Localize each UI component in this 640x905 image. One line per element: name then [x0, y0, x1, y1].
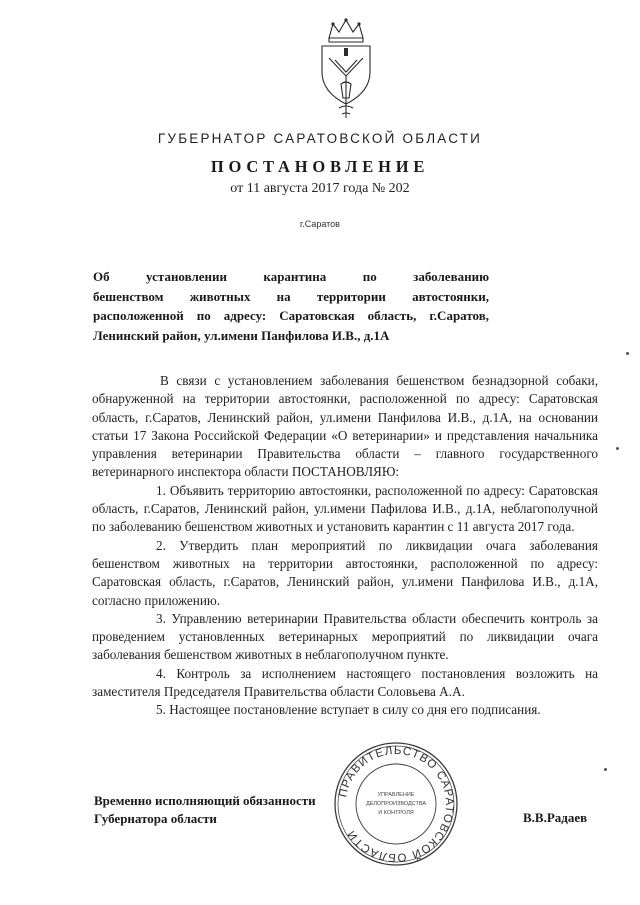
body-intro-paragraph: В связи с установлением заболевания бешенством безнадзорной собаки, обнаруженной на территории автостоянки, расположенной по адресу: Саратовская область, г.Саратов, Ленинский район, ул.имени Панфилова И.В., д.1А, на основании статьи 17 Закона Российской Федерации «О ветеринарии» и представления начальника управления ветеринарии Правительства области – главного государственного ветеринарного инспектора области ПОСТАНОВЛЯЮ: [92, 373, 598, 480]
stamp-inner-line: УПРАВЛЕНИЕ [377, 792, 415, 798]
organization-title: ГУБЕРНАТОР САРАТОВСКОЙ ОБЛАСТИ [157, 131, 483, 146]
signatory-name: В.В.Радаев [523, 810, 588, 825]
document-subject [93, 267, 489, 345]
body-item: 5. Настоящее постановление вступает в силу со дня его подписания. [156, 702, 541, 718]
scan-speck [604, 768, 607, 771]
document-type: ПОСТАНОВЛЕНИЕ [210, 157, 430, 176]
body-item: 2. Утвердить план мероприятий по ликвидации очага заболевания бешенством животных на территории автостоянки, расположенной по адресу: Саратовская область, г.Саратов, Ленинский район, ул.имени Панфилова И.В., д.1А, согласно приложению. [92, 537, 598, 608]
subject-line: расположенной по адресу: Саратовская область, г.Саратов, [93, 308, 489, 323]
body-item: 1. Объявить территорию автостоянки, расположенной по адресу: Саратовская область, г.Саратов, Ленинский район, ул.имени Пафилова И.В., д.1А, неблагополучной по заболеванию бешенством животных и установить карантин с 11 августа 2017 года. [92, 482, 598, 535]
official-stamp [332, 740, 460, 868]
body-item: 3. Управлению ветеринарии Правительства области обеспечить контроль за проведением установленных ветеринарных мероприятий по ликвидации очага заболевания бешенством животных в неблагополучном пункте. [92, 610, 598, 663]
stamp-inner-line: И КОНТРОЛЯ [378, 810, 414, 816]
stamp-inner-line: ДЕЛОПРОИЗВОДСТВА [365, 801, 427, 807]
saratov-coat-of-arms-icon [317, 18, 375, 122]
signatory-position-line: Временно исполняющий обязанности [94, 793, 316, 808]
document-city: г.Саратов [300, 219, 340, 229]
body-item: 4. Контроль за исполнением настоящего постановления возложить на заместителя Председателя Правительства области Соловьева А.А. [92, 665, 598, 700]
signatory-position [94, 792, 316, 828]
scan-speck [616, 447, 619, 450]
signatory-position-line: Губернатора области [94, 811, 217, 826]
scan-speck [626, 352, 629, 355]
subject-line: Ленинский район, ул.имени Панфилова И.В., д.1А [93, 327, 390, 343]
subject-line: бешенством животных на территории автостоянки, [93, 288, 489, 304]
subject-line: Об установлении карантина по заболеванию [93, 269, 489, 284]
document-body [92, 372, 598, 720]
stamp-outer-text: ПРАВИТЕЛЬСТВО САРАТОВСКОЙ ОБЛАСТИ [337, 744, 456, 864]
document-date-number: от 11 августа 2017 года № 202 [230, 181, 410, 196]
